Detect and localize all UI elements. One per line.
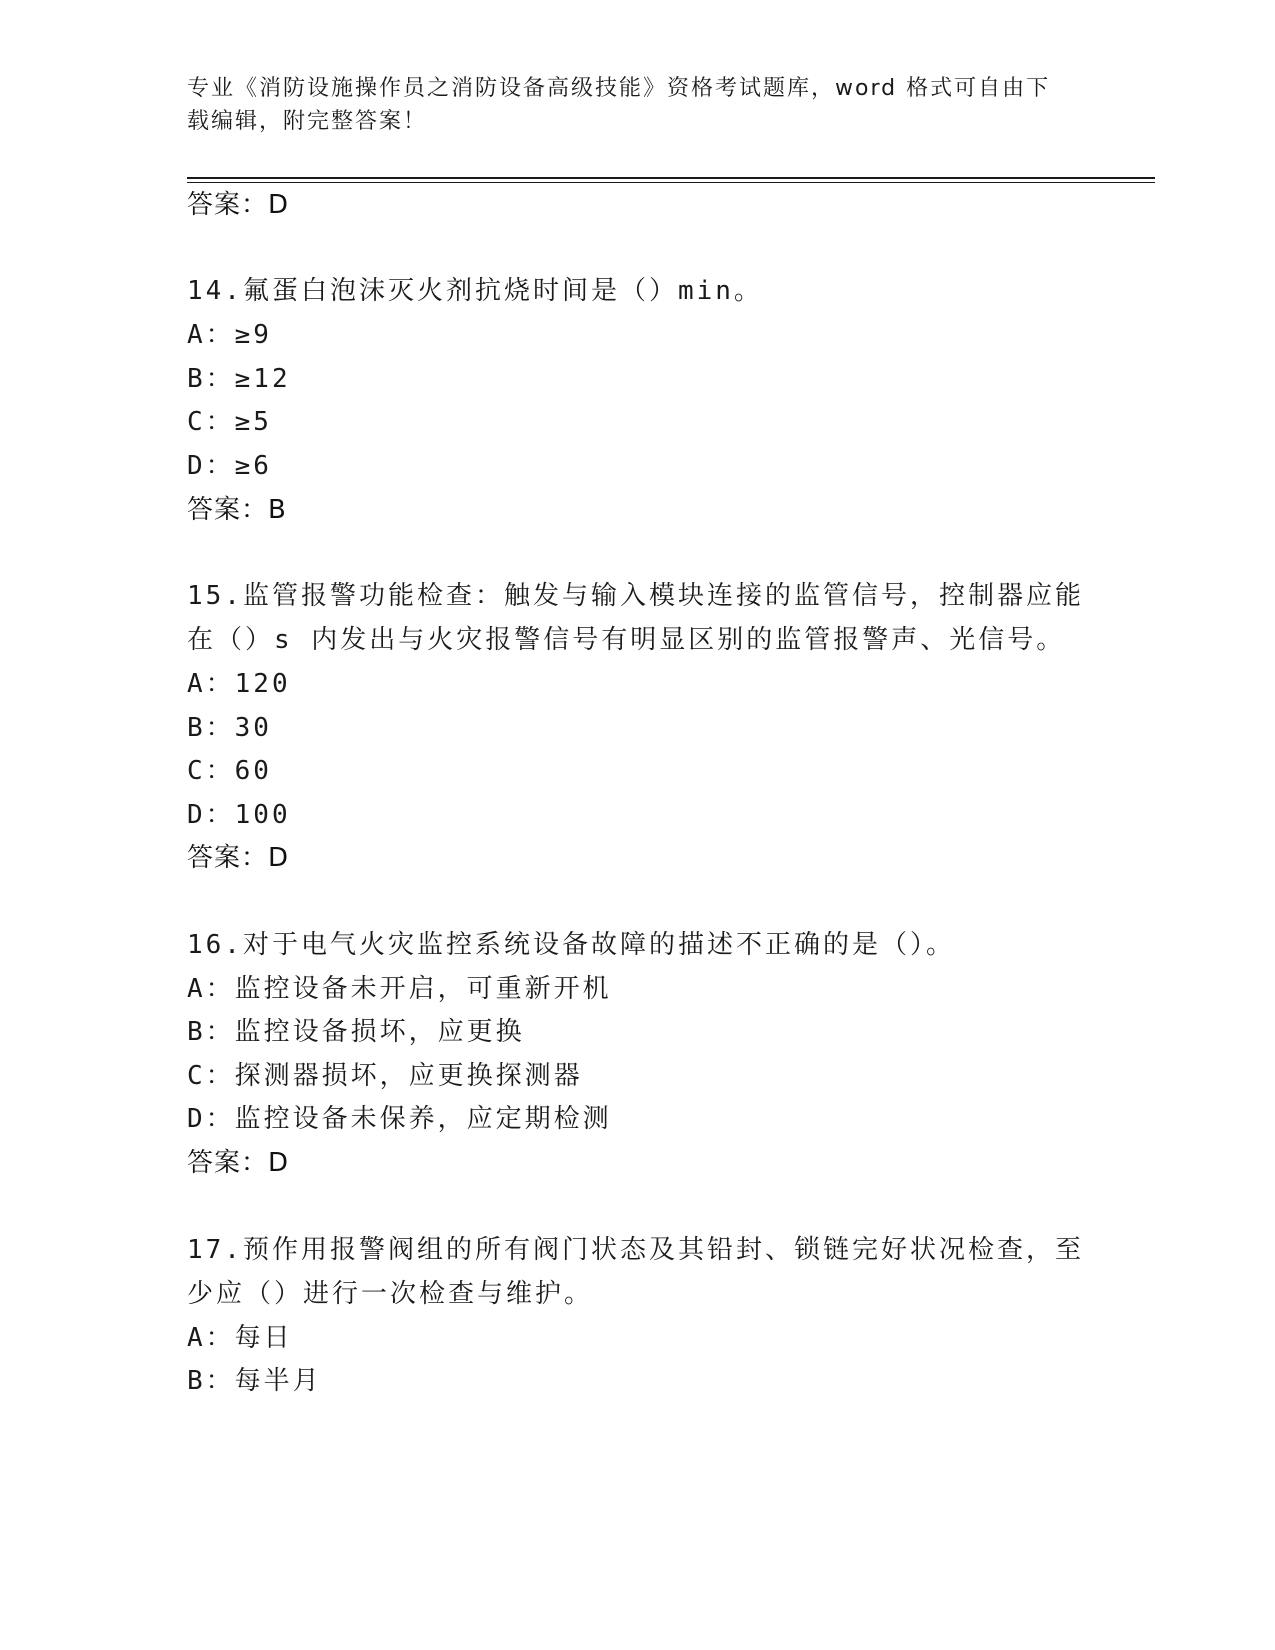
question-15-option-c: C：60 [187, 756, 272, 786]
question-16-option-b: B：监控设备损坏，应更换 [187, 1017, 525, 1047]
question-17-stem-line-1: 17.预作用报警阀组的所有阀门状态及其铅封、锁链完好状况检查，至 [187, 1235, 1084, 1265]
question-15-option-a: A：120 [187, 669, 291, 699]
question-14-option-b: B：≥12 [187, 364, 291, 394]
answer-13: 答案：D [187, 190, 290, 220]
header-divider-thin [187, 182, 1155, 183]
header-line-2: 载编辑，附完整答案！ [187, 109, 428, 134]
question-17-option-b: B：每半月 [187, 1366, 322, 1396]
answer-14: 答案：B [187, 495, 287, 525]
question-15-stem-line-2: 在（）s 内发出与火灾报警信号有明显区别的监管报警声、光信号。 [187, 625, 1066, 655]
question-16-option-a: A：监控设备未开启，可重新开机 [187, 974, 612, 1004]
header-line-1: 专业《消防设施操作员之消防设备高级技能》资格考试题库，word 格式可自由下 [187, 76, 1051, 101]
question-14-option-d: D：≥6 [187, 451, 272, 481]
header-divider-thick [187, 177, 1155, 179]
question-14-option-c: C：≥5 [187, 407, 272, 437]
question-14-option-a: A：≥9 [187, 320, 272, 350]
answer-15: 答案：D [187, 843, 290, 873]
question-15-option-b: B：30 [187, 713, 272, 743]
question-17-stem-line-2: 少应（）进行一次检查与维护。 [187, 1279, 594, 1309]
question-15-stem-line-1: 15.监管报警功能检查：触发与输入模块连接的监管信号，控制器应能 [187, 581, 1084, 611]
question-17-option-a: A：每日 [187, 1323, 293, 1353]
answer-16: 答案：D [187, 1148, 290, 1178]
question-16-option-d: D：监控设备未保养，应定期检测 [187, 1104, 612, 1134]
question-16-stem: 16.对于电气火灾监控系统设备故障的描述不正确的是（）。 [187, 930, 955, 960]
question-16-option-c: C：探测器损坏，应更换探测器 [187, 1061, 583, 1091]
question-14-stem: 14.氟蛋白泡沫灭火剂抗烧时间是（）min。 [187, 276, 763, 306]
question-15-option-d: D：100 [187, 800, 291, 830]
document-header [187, 72, 1087, 138]
